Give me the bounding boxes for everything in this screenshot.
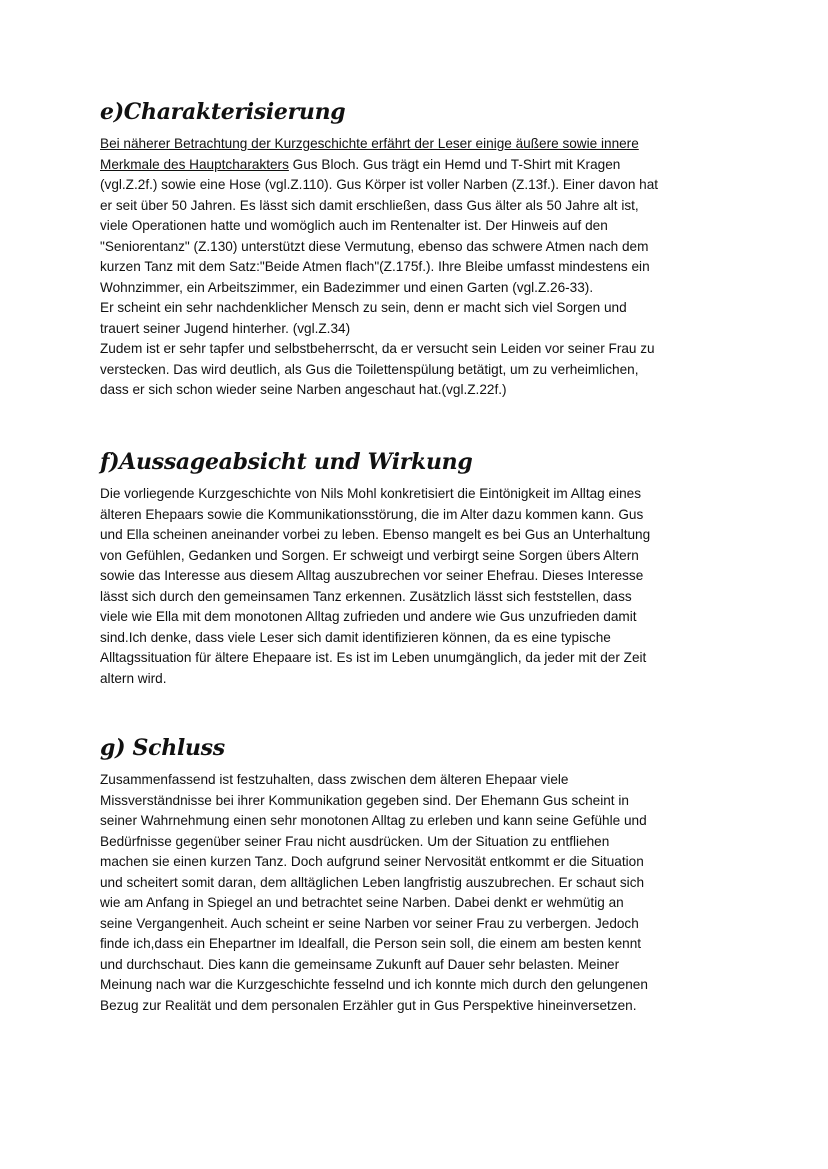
line-text: (vgl.Z.2f.) sowie eine Hose (vgl.Z.110). Gus Körper ist voller Narben (Z.13f.). Einer davon hat <box>100 177 659 192</box>
text-line <box>100 975 740 996</box>
line-text: seiner Wahrnehmung einen sehr monotonen Alltag zu erleben und kann seine Gefühle und <box>100 813 647 828</box>
line-text: altern wird. <box>100 670 167 686</box>
text-line <box>100 525 740 546</box>
text-line <box>100 155 740 176</box>
line-text: wie am Anfang in Spiegel an und betrachtet seine Narben. Dabei denkt er wehmütig an <box>100 895 624 910</box>
text-line <box>100 587 740 608</box>
section-heading: f)Aussageabsicht und Wirkung <box>100 449 473 475</box>
line-text: Zusammenfassend ist festzuhalten, dass zwischen dem älteren Ehepaar viele <box>100 772 569 787</box>
line-text: von Gefühlen, Gedanken und Sorgen. Er schweigt und verbirgt seine Sorgen übers Altern <box>100 547 639 563</box>
underlined-text: Bei näherer Betrachtung der Kurzgeschichte erfährt der Leser einige äußere sowie innere <box>100 136 639 151</box>
line-text: dass er sich schon wieder seine Narben angeschaut hat.(vgl.Z.22f.) <box>100 382 507 397</box>
text-line <box>100 934 740 955</box>
line-text: seine Vergangenheit. Auch scheint er seine Narben vor seiner Frau zu verbergen. Jedoch <box>100 915 639 931</box>
line-text: viele wie Ella mit dem monotonen Alltag zufrieden und andere wie Gus unzufrieden damit <box>100 609 637 624</box>
line-text: und Ella scheinen aneinander vorbei zu leben. Ebenso mangelt es bei Gus an Unterhaltung <box>100 527 651 542</box>
text-line <box>100 319 740 340</box>
line-text: Bezug zur Realität und dem personalen Erzähler gut in Gus Perspektive hineinversetzen. <box>100 997 637 1013</box>
text-line <box>100 505 740 526</box>
line-text: lässt sich durch den gemeinsamen Tanz erkennen. Zusätzlich lässt sich feststellen, dass <box>100 588 632 604</box>
line-text: viele Operationen hatte und womöglich auch im Rentenalter ist. Der Hinweis auf den <box>100 218 608 233</box>
text-line <box>100 339 740 360</box>
text-line <box>100 278 740 299</box>
text-line <box>100 237 740 258</box>
text-line <box>100 196 740 217</box>
text-line <box>100 832 740 853</box>
line-text: Bedürfnisse gegenüber seiner Frau nicht ausdrücken. Um der Situation zu entfliehen <box>100 833 610 849</box>
line-text: trauert seiner Jugend hinterher. (vgl.Z.34) <box>100 320 351 336</box>
text-line <box>100 134 740 155</box>
line-text: er seit über 50 Jahren. Es lässt sich damit erschließen, dass Gus älter als 50 Jahre alt ist, <box>100 197 639 213</box>
line-text: Die vorliegende Kurzgeschichte von Nils Mohl konkretisiert die Eintönigkeit im Alltag eines <box>100 486 641 501</box>
line-text: Missverständnisse bei ihrer Kommunikation gegeben sind. Der Ehemann Gus scheint in <box>100 792 629 808</box>
line-text: Gus Bloch. Gus trägt ein Hemd und T-Shirt mit Kragen <box>288 156 621 172</box>
section-paragraph <box>100 770 740 1016</box>
section-paragraph <box>100 484 740 689</box>
text-line <box>100 893 740 914</box>
line-text: älteren Ehepaars sowie die Kommunikationsstörung, die im Alter dazu kommen kann. Gus <box>100 506 644 522</box>
text-line <box>100 770 740 791</box>
text-line <box>100 996 740 1017</box>
text-line <box>100 546 740 567</box>
line-text: kurzen Tanz mit dem Satz:"Beide Atmen flach"(Z.175f.). Ihre Bleibe umfasst mindestens ein <box>100 259 650 274</box>
text-line <box>100 360 740 381</box>
line-text: Meinung nach war die Kurzgeschichte fesselnd und ich konnte mich durch den gelungenen <box>100 977 648 992</box>
line-text: Alltagssituation für ältere Ehepaare ist. Es ist im Leben unumgänglich, da jeder mit der Zeit <box>100 650 647 665</box>
line-text: Zudem ist er sehr tapfer und selbstbeherrscht, da er versucht sein Leiden vor seiner Frau zu <box>100 341 655 356</box>
section-characterization <box>100 98 740 401</box>
underlined-text: Merkmale des Hauptcharakters <box>100 156 289 172</box>
line-text: sowie das Interesse aus diesem Alltag auszubrechen vor seiner Ehefrau. Dieses Interesse <box>100 568 644 583</box>
section-paragraph <box>100 134 740 401</box>
line-text: machen sie einen kurzen Tanz. Doch aufgrund seiner Nervosität entkommt er die Situation <box>100 854 644 869</box>
text-line <box>100 216 740 237</box>
text-line <box>100 648 740 669</box>
line-text: Er scheint ein sehr nachdenklicher Mensch zu sein, denn er macht sich viel Sorgen und <box>100 300 627 315</box>
section-heading: g) Schluss <box>100 735 225 761</box>
text-line <box>100 873 740 894</box>
section-conclusion <box>100 734 740 1016</box>
text-line <box>100 298 740 319</box>
section-heading: e)Charakterisierung <box>100 99 346 125</box>
text-line <box>100 566 740 587</box>
text-line <box>100 628 740 649</box>
text-line <box>100 811 740 832</box>
text-line <box>100 175 740 196</box>
text-line <box>100 852 740 873</box>
section-intent-effect <box>100 448 740 689</box>
text-line <box>100 669 740 690</box>
text-line <box>100 607 740 628</box>
text-line <box>100 380 740 401</box>
line-text: "Seniorentanz" (Z.130) unterstützt diese Vermutung, ebenso das schwere Atmen nach dem <box>100 238 649 254</box>
text-line <box>100 791 740 812</box>
line-text: finde ich,dass ein Ehepartner im Idealfall, die Person sein soll, die einem am besten kennt <box>100 936 642 951</box>
text-line <box>100 257 740 278</box>
line-text: und scheitert somit daran, dem alltäglichen Leben langfristig auszubrechen. Er schaut sich <box>100 874 645 890</box>
line-text: und durchschaut. Dies kann die gemeinsame Zukunft auf Dauer sehr belasten. Meiner <box>100 956 620 972</box>
text-line <box>100 484 740 505</box>
text-line <box>100 955 740 976</box>
line-text: Wohnzimmer, ein Arbeitszimmer, ein Badezimmer und einen Garten (vgl.Z.26-33). <box>100 279 594 295</box>
line-text: sind.Ich denke, dass viele Leser sich damit identifizieren können, da es eine typische <box>100 629 611 645</box>
text-line <box>100 914 740 935</box>
line-text: verstecken. Das wird deutlich, als Gus die Toilettenspülung betätigt, um zu verheimlichen, <box>100 361 639 377</box>
